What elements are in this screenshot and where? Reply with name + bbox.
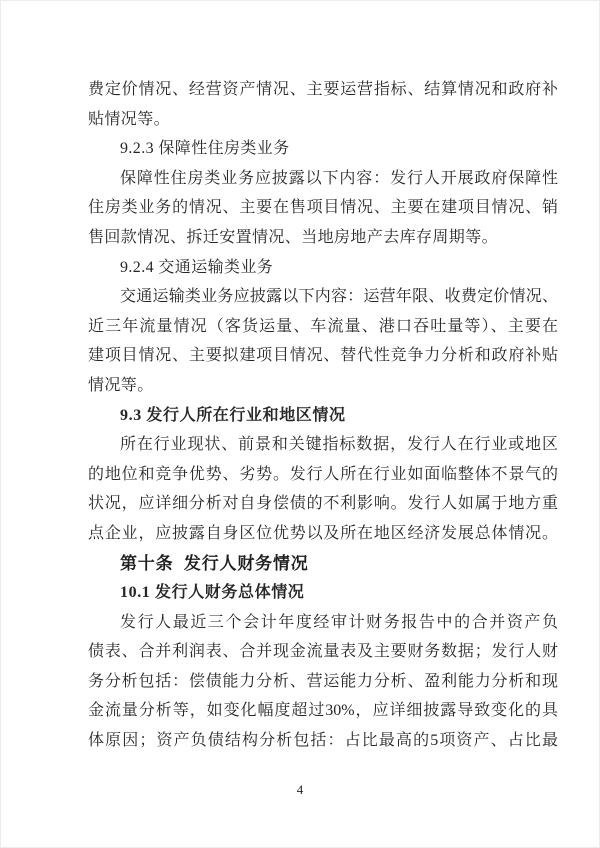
page-number: 4	[296, 782, 304, 797]
text-line: 点企业，应披露自身区位优势以及所在地区经济发展总体情况。	[88, 524, 558, 542]
text-line: 状况，应详细分析对自身偿债的不利影响。发行人如属于地方重	[88, 495, 558, 513]
text-line: 务分析包括：偿债能力分析、营运能力分析、盈利能力分析和现	[88, 672, 558, 690]
text-line: 费定价情况、经营资产情况、主要运营指标、结算情况和政府补	[88, 81, 558, 98]
text-line: 交通运输类业务应披露以下内容：运营年限、收费定价情况、	[120, 288, 558, 306]
heading-9-3: 9.3 发行人所在行业和地区情况	[120, 406, 346, 424]
heading-article-10: 第十条 发行人财务情况	[120, 553, 309, 573]
text-line: 金流量分析等，如变化幅度超过30%，应详细披露导致变化的具	[88, 702, 558, 720]
text-line: 保障性住房类业务应披露以下内容：发行人开展政府保障性	[120, 169, 558, 187]
heading-9-2-4: 9.2.4 交通运输类业务	[120, 258, 274, 276]
heading-10-1: 10.1 发行人财务总体情况	[120, 584, 305, 602]
text-line: 情况等。	[88, 376, 154, 394]
text-line: 发行人最近三个会计年度经审计财务报告中的合并资产负	[120, 613, 558, 631]
text-line: 售回款情况、拆迁安置情况、当地房地产去库存周期等。	[88, 228, 499, 246]
text-line: 债表、合并利润表、合并现金流量表及主要财务数据；发行人财	[88, 643, 558, 661]
text-line: 近三年流量情况（客货运量、车流量、港口吞吐量等）、主要在	[88, 317, 558, 335]
text-line: 的地位和竞争优势、劣势。发行人所在行业如面临整体不景气的	[88, 465, 558, 483]
heading-9-2-3: 9.2.3 保障性住房类业务	[120, 140, 290, 158]
text-line: 住房类业务的情况、主要在售项目情况、主要在建项目情况、销	[88, 199, 558, 217]
page-text	[88, 75, 558, 756]
text-line: 建项目情况、主要拟建项目情况、替代性竞争力分析和政府补贴	[88, 347, 558, 365]
text-line: 体原因；资产负债结构分析包括：占比最高的5项资产、占比最	[88, 732, 558, 750]
text-line: 所在行业现状、前景和关键指标数据，发行人在行业或地区	[120, 436, 558, 454]
text-line: 贴情况等。	[88, 110, 171, 128]
